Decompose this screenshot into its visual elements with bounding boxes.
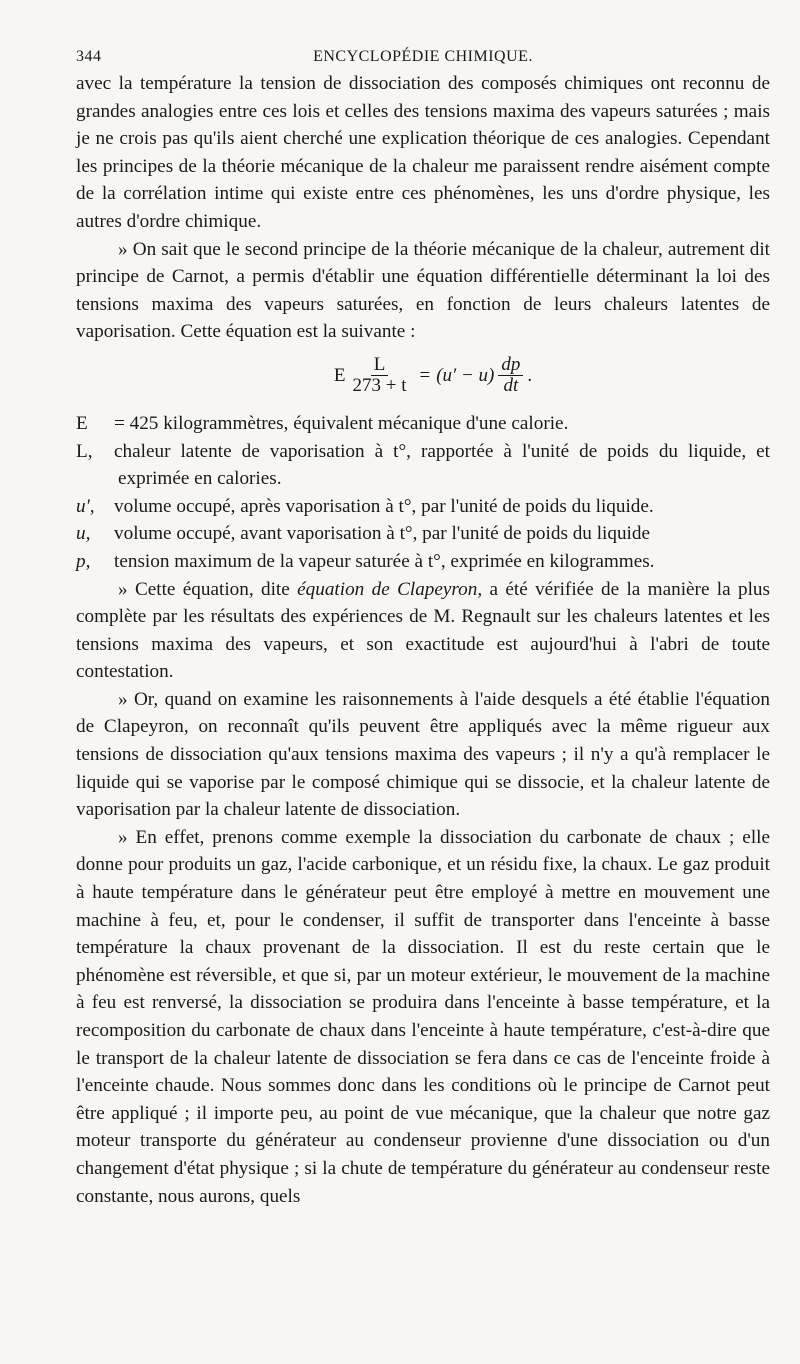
fraction-numerator-l: L [371, 355, 389, 376]
definition-text: = 425 kilogrammètres, équivalent mécanique d'une calorie. [114, 412, 569, 434]
equation-volume-diff: (u′ − u) [436, 365, 495, 387]
page-header [76, 40, 770, 70]
definition-l [76, 438, 770, 493]
fraction-latent-heat [350, 355, 410, 396]
paragraph-5: » En effet, prenons comme exemple la dissociation du carbonate de chaux ; elle donne pour produits un gaz, l'acide carbonique, et un résidu fixe, la chaux. Le gaz produit à haute température dans le générateur peut être employé à mettre en mouvement une machine à feu, et, pour le condenser, il suffit de transporter dans l'enceinte à basse température la chaux provenant de la dissociation. Il est du reste certain que le phénomène est réversible, et que si, par un moteur extérieur, le mouvement de la machine à feu est renversé, la dissociation se produira dans l'enceinte à basse température, et la recomposition du carbonate de chaux dans l'enceinte à haute température, c'est-à-dire que le transport de la chaleur latente de dissociation se fera dans ce cas de l'enceinte froide à l'enceinte chaude. Nous sommes donc dans les conditions où le principe de Carnot peut être appliqué ; il importe peu, au point de vue mécanique, que la chaleur que notre gaz moteur transporte du générateur au condenseur provienne d'une dissociation ou d'un changement d'état physique ; si la chute de température du générateur au condenseur reste constante, nous aurons, quels [76, 826, 770, 1207]
definition-text: volume occupé, avant vaporisation à t°, par l'unité de poids du liquide [114, 523, 650, 545]
equation-period: . [527, 365, 533, 387]
fraction-denominator-dt: dt [503, 375, 519, 397]
fraction-derivative [498, 355, 523, 396]
equation-equals: = [419, 365, 431, 387]
definition-symbol: p, [76, 550, 91, 572]
paragraph-3-start: » Cette équation, dite [118, 578, 298, 600]
body-text [76, 70, 770, 1210]
definition-text: tension maximum de la vapeur saturée à t°, exprimée en kilogrammes. [114, 550, 655, 572]
clapeyron-term: équation de Clapeyron [297, 578, 478, 600]
clapeyron-equation [76, 346, 770, 410]
paragraph-1: avec la température la tension de dissociation des composés chimiques ont reconnu de grandes analogies entre ces lois et celles des tensions maxima des vapeurs saturées ; mais je ne crois pas qu'ils aient cherché une explication théorique de ces analogies. Cependant les principes de la théorie mécanique de la chaleur me paraissent rendre aisément compte de la corrélation intime qui existe entre ces phénomènes, les uns d'ordre physique, les autres d'ordre chimique. [76, 73, 770, 232]
paragraph-3 [76, 576, 770, 686]
definition-symbol: u, [76, 523, 91, 545]
page-number: 344 [76, 48, 102, 65]
paragraph-3-end: , a été vérifiée de la manière la plus complète par les résultats des expériences de M. Regnault sur les chaleurs latentes et les tensions maxima des vapeurs, et son exactitude est aujourd'hui à l'abri de toute contestation. [76, 578, 770, 683]
equation-e: E [333, 365, 346, 387]
definition-symbol: u′, [76, 495, 95, 517]
paragraph-2: » On sait que le second principe de la théorie mécanique de la chaleur, autrement dit principe de Carnot, a permis d'établir une équation différentielle déterminant la loi des tensions maxima des vapeurs saturées, en fonction de leurs chaleurs latentes de vaporisation. Cette équation est la suivante : [76, 238, 770, 343]
definition-u-prime [76, 493, 770, 521]
running-title: ENCYCLOPÉDIE CHIMIQUE. [313, 48, 533, 65]
definition-text: chaleur latente de vaporisation à t°, rapportée à l'unité de poids du liquide, et exprimée en calories. [114, 440, 770, 490]
definition-u [76, 520, 770, 548]
definition-p [76, 548, 770, 576]
definition-text: volume occupé, après vaporisation à t°, par l'unité de poids du liquide. [114, 495, 654, 517]
definition-symbol: E [76, 412, 88, 434]
fraction-numerator-dp: dp [498, 355, 523, 376]
definition-symbol: L, [76, 440, 93, 462]
definition-e [76, 410, 770, 438]
fraction-denominator-temp: 273 + t [352, 375, 407, 397]
paragraph-4: » Or, quand on examine les raisonnements à l'aide desquels a été établie l'équation de Clapeyron, on reconnaît qu'ils peuvent être appliqués avec la même rigueur aux tensions de dissociation qu'aux tensions maxima des vapeurs ; il n'y a qu'à remplacer le liquide qui se vaporise par le composé chimique qui se dissocie, et la chaleur latente de vaporisation par la chaleur latente de dissociation. [76, 688, 770, 821]
